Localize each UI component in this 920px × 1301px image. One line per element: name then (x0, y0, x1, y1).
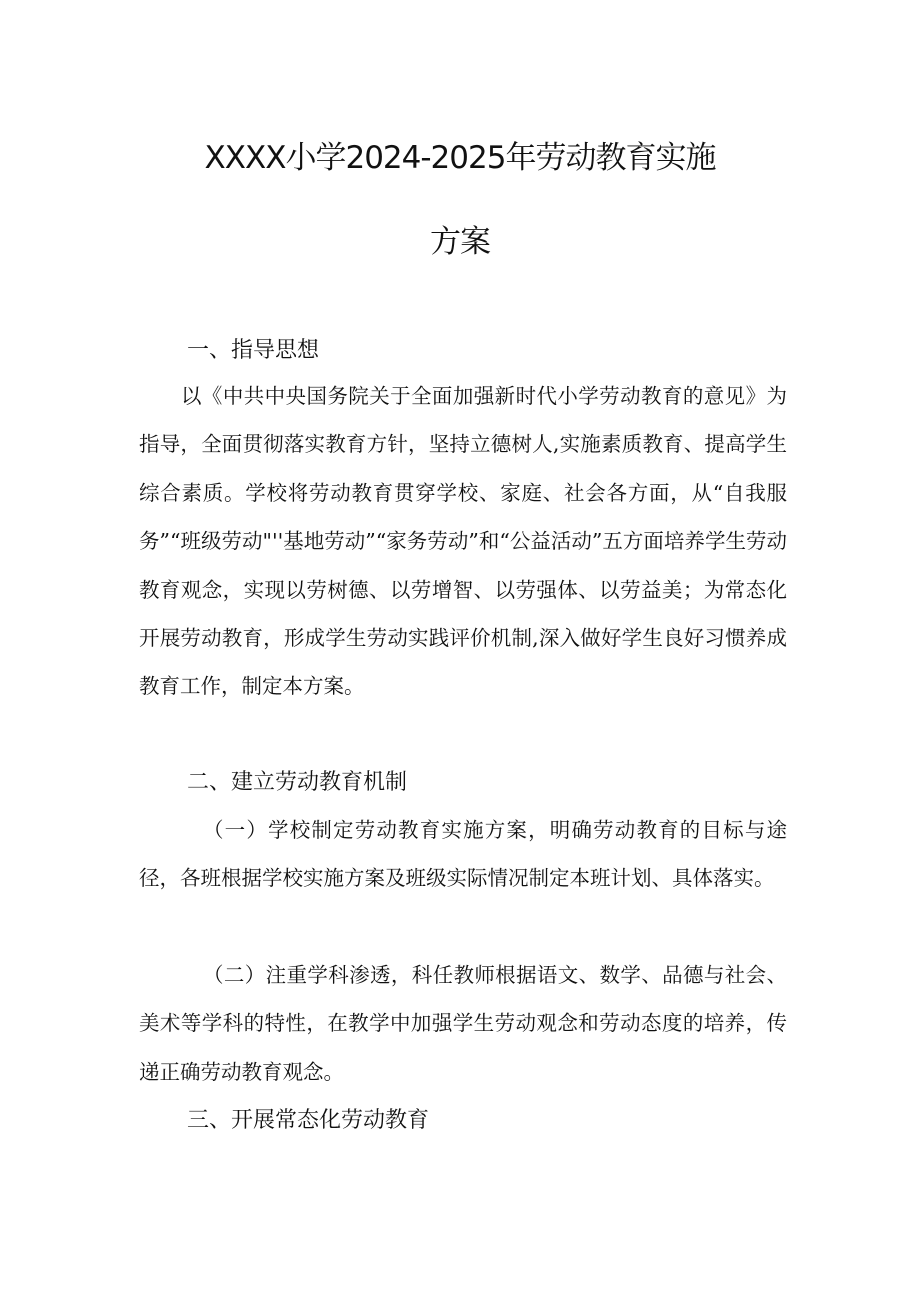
section-heading-regular-labor-education: 三、开展常态化劳动教育 (187, 1108, 430, 1133)
document-title-line-1: XXXX小学2024-2025年劳动教育实施 (204, 140, 716, 176)
document-title-line-2: 方案 (430, 224, 490, 260)
paragraph-mechanism-2: （二）注重学科渗透，科任教师根据语文、数学、品德与社会、美术等学科的特性，在教学中加强学生劳动观念和劳动态度的培养，传递正确劳动教育观念。 (139, 963, 787, 1084)
section-heading-guiding-ideology: 一、指导思想 (187, 338, 320, 363)
paragraph-guiding-ideology: 以《中共中央国务院关于全面加强新时代小学劳动教育的意见》为指导，全面贯彻落实教育方针，坚持立德树人,实施素质教育、提高学生综合素质。学校将劳动教育贯穿学校、家庭、社会各方面，从“自我服务”“班级劳动"''基地劳动”“家务劳动”和“公益活动”五方面培养学生劳动教育观念，实现以劳树德、以劳增智、以劳强体、以劳益美；为常态化开展劳动教育，形成学生劳动实践评价机制,深入做好学生良好习惯养成教育工作，制定本方案。 (139, 384, 787, 699)
paragraph-mechanism-1: （一）学校制定劳动教育实施方案，明确劳动教育的目标与途径，各班根据学校实施方案及班级实际情况制定本班计划、具体落实。 (139, 818, 787, 891)
section-heading-mechanism: 二、建立劳动教育机制 (187, 770, 408, 795)
